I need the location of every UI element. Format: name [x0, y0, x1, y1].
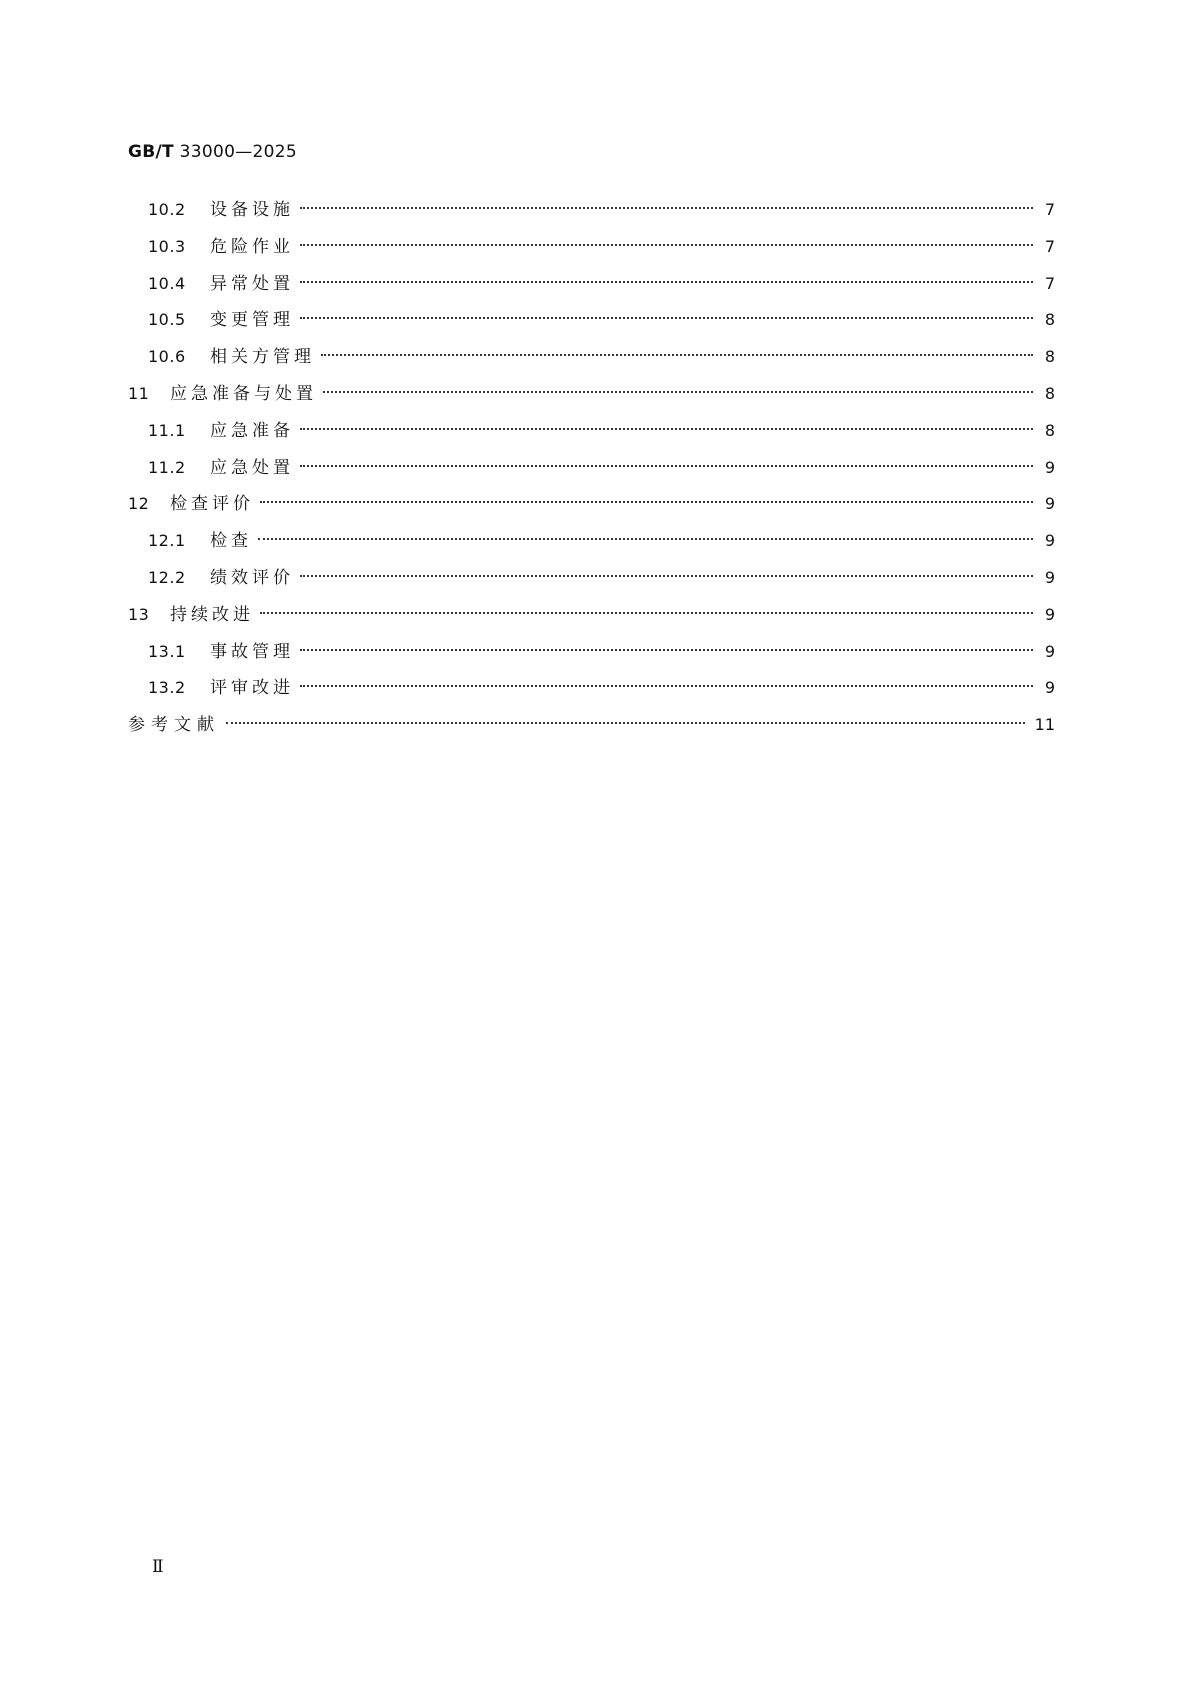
toc-entry-page: 8 [1044, 420, 1055, 440]
dot-leader [300, 190, 1033, 209]
toc-entry-title: 应急准备与处置 [170, 383, 317, 404]
dot-leader [300, 632, 1033, 651]
toc-entry-number: 13.1 [148, 641, 186, 661]
dot-leader [300, 668, 1033, 687]
dot-leader [300, 411, 1033, 430]
toc-entry-title: 参考文献 [128, 715, 220, 736]
toc-entry-page: 9 [1044, 567, 1055, 587]
toc-entry-title: 应急准备 [210, 420, 294, 441]
toc-entry-page: 9 [1044, 531, 1055, 551]
toc-entry-title: 设备设施 [210, 200, 294, 220]
dot-leader [300, 558, 1033, 577]
toc-entry-number: 10.6 [148, 347, 186, 367]
toc-entry-title: 危险作业 [210, 236, 294, 257]
toc-entry-number: 11 [128, 383, 150, 403]
toc-entry-page: 9 [1044, 678, 1055, 698]
toc-entry-page: 11 [1034, 715, 1055, 735]
toc-entry-number: 10.5 [148, 310, 186, 330]
toc-entry-page: 8 [1044, 310, 1055, 330]
toc-entry-page: 7 [1044, 236, 1055, 256]
page-number: Ⅱ [152, 1557, 164, 1577]
dot-leader [321, 337, 1033, 356]
dot-leader [258, 521, 1033, 540]
dot-leader [260, 484, 1033, 503]
table-of-contents [128, 195, 1055, 747]
standard-code-number: 33000—2025 [179, 142, 297, 162]
toc-entry-title: 异常处置 [210, 273, 294, 294]
toc-entry-title: 相关方管理 [210, 347, 315, 368]
toc-entry-page: 9 [1044, 494, 1055, 514]
toc-entry-page: 7 [1044, 200, 1055, 219]
toc-entry-title: 检查评价 [170, 494, 254, 515]
toc-entry-page: 8 [1044, 347, 1055, 367]
toc-entry-number: 13 [128, 604, 150, 624]
toc-entry-number: 10.3 [148, 236, 186, 256]
toc-entry-page: 7 [1044, 273, 1055, 293]
dot-leader [300, 448, 1033, 467]
dot-leader [300, 227, 1033, 246]
dot-leader [226, 705, 1025, 724]
toc-entry-number: 11.2 [148, 457, 186, 477]
toc-entry-title: 检查 [210, 531, 252, 552]
dot-leader [260, 595, 1033, 614]
toc-entry-title: 事故管理 [210, 641, 294, 662]
toc-entry-page: 9 [1044, 457, 1055, 477]
toc-entry-title: 绩效评价 [210, 567, 294, 588]
standard-code-prefix: GB/T [128, 142, 174, 162]
dot-leader [300, 300, 1033, 319]
toc-entry-title: 评审改进 [210, 678, 294, 699]
dot-leader [300, 264, 1033, 283]
standard-code [128, 142, 297, 162]
toc-entry-references[interactable] [128, 710, 1055, 747]
toc-entry-title: 变更管理 [210, 310, 294, 331]
toc-entry-page: 9 [1044, 641, 1055, 661]
toc-entry-number: 13.2 [148, 678, 186, 698]
toc-entry-number: 12 [128, 494, 150, 514]
toc-entry-page: 9 [1044, 604, 1055, 624]
toc-entry-title: 持续改进 [170, 604, 254, 625]
toc-entry-number: 10.2 [148, 200, 186, 219]
toc-entry-title: 应急处置 [210, 457, 294, 478]
toc-entry-number: 12.2 [148, 567, 186, 587]
toc-entry-page: 8 [1044, 383, 1055, 403]
toc-entry-number: 10.4 [148, 273, 186, 293]
toc-entry-number: 12.1 [148, 531, 186, 551]
toc-entry-number: 11.1 [148, 420, 186, 440]
dot-leader [323, 374, 1033, 393]
